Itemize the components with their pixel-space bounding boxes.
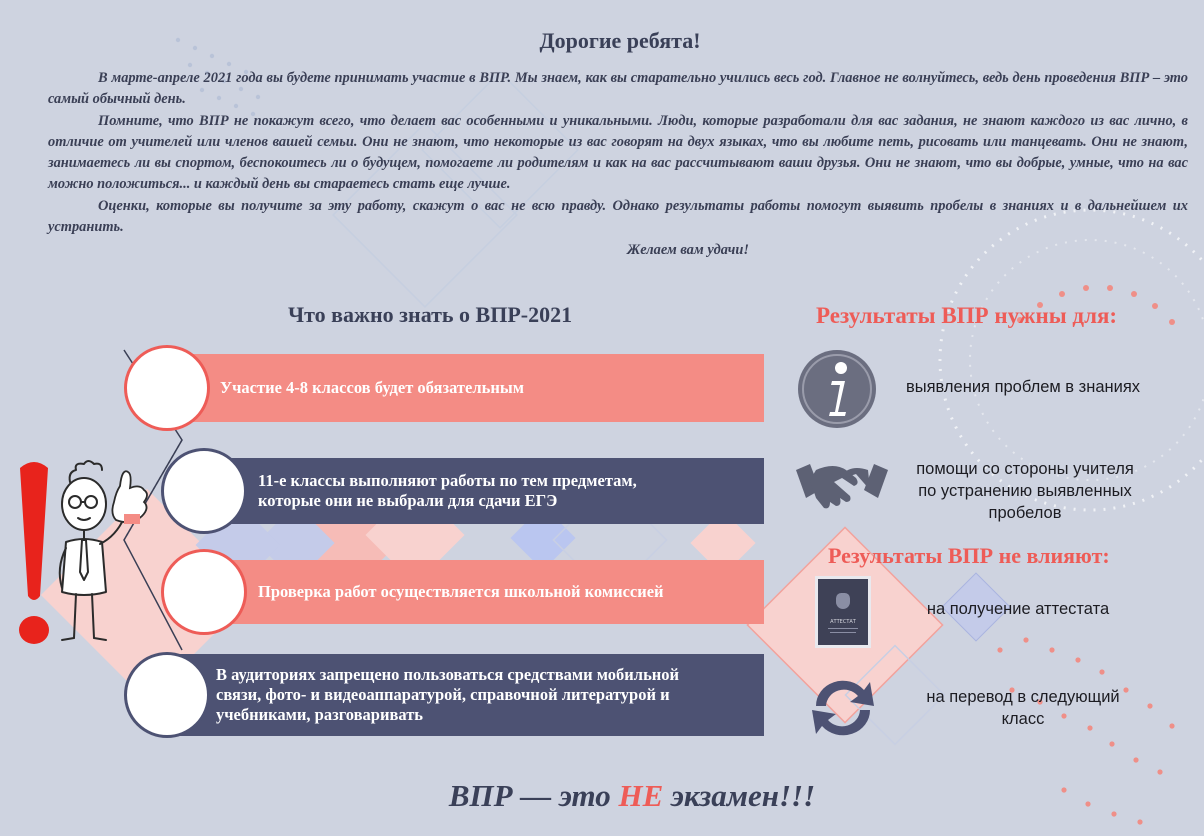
footer-part-1: ВПР — это bbox=[448, 778, 619, 813]
letter-paragraph-3: Оценки, которые вы получите за эту работу, скажут о вас не всю правду. Однако результаты работы помогут выявить пробелы в знаниях и в дальнейшем их устранить. bbox=[48, 197, 1188, 236]
needed-item-1-text: выявления проблем в знаниях bbox=[905, 378, 1141, 396]
certificate-icon bbox=[815, 576, 871, 648]
handshake-icon bbox=[794, 460, 890, 512]
important-item-1-text: Участие 4-8 классов будет обязательным bbox=[220, 378, 524, 397]
info-icon bbox=[796, 348, 878, 430]
exclamation-icon bbox=[14, 458, 54, 648]
no-influence-section-title: Результаты ВПР не влияют: bbox=[828, 543, 1110, 568]
no-influence-item-2-line-2: класс bbox=[1001, 710, 1045, 728]
certificate-emblem bbox=[836, 593, 850, 609]
letter-title: Дорогие ребята! bbox=[539, 28, 701, 53]
important-item-2-line-2: которые они не выбрали для сдачи ЕГЭ bbox=[258, 491, 558, 510]
no-influence-item-1-text: на получение аттестата bbox=[926, 600, 1110, 618]
bullet-circle-3 bbox=[161, 549, 247, 635]
important-item-4-line-3: учебниками, разговаривать bbox=[216, 705, 424, 724]
important-item-2 bbox=[214, 458, 764, 524]
footer-slogan bbox=[0, 778, 1204, 814]
important-item-3-text: Проверка работ осуществляется школьной комиссией bbox=[258, 582, 664, 601]
important-item-3 bbox=[214, 560, 764, 624]
bullet-circle-4 bbox=[124, 652, 210, 738]
important-item-4-line-1: В аудиториях запрещено пользоваться средствами мобильной bbox=[216, 665, 680, 684]
footer-part-2: экзамен!!! bbox=[663, 778, 816, 813]
needed-item-2-line-3: пробелов bbox=[988, 504, 1062, 522]
letter-paragraph-2: Помните, что ВПР не покажут всего, что делает вас особенными и уникальными. Люди, которые разработали для вас задания, не знают каждого из вас лично, в отличие от учителей или членов вашей семьи. Они не знают, что некоторые из вас говорят на двух языках, что вы любите петь, рисовать или танцевать. Они не знают, занимаетесь ли вы спортом, беспокоитесь ли о будущем, помогаете ли родителям и как на вас рассчитывают ваши друзья. Они не знают, что вы добрые, умные, что на вас можно положиться... и каждый день вы стараетесь стать еще лучше. bbox=[48, 112, 1188, 193]
refresh-icon bbox=[806, 676, 880, 740]
letter-paragraph-1: В марте-апреле 2021 года вы будете принимать участие в ВПР. Мы знаем, как вы старательно учились весь год. Главное не волнуйтесь, ведь день проведения ВПР – это самый обычный день. bbox=[48, 70, 1188, 108]
certificate-label: АТТЕСТАТ bbox=[830, 619, 856, 625]
bullet-circle-1 bbox=[124, 345, 210, 431]
letter-wish: Желаем вам удачи! bbox=[627, 242, 749, 259]
needed-item-2-text bbox=[900, 458, 1150, 524]
important-section-title: Что важно знать о ВПР-2021 bbox=[288, 302, 573, 327]
needed-item-2-line-1: помощи со стороны учителя bbox=[916, 460, 1134, 478]
important-item-4-line-2: связи, фото- и видеоаппаратурой, справочной литературой и bbox=[216, 685, 670, 704]
cartoon-character-icon bbox=[50, 452, 162, 650]
important-item-2-line-1: 11-е классы выполняют работы по тем предметам, bbox=[258, 471, 637, 490]
important-item-1 bbox=[178, 354, 764, 422]
no-influence-item-2-line-1: на перевод в следующий bbox=[926, 688, 1120, 706]
footer-accent: НЕ bbox=[618, 778, 664, 813]
letter-body bbox=[48, 68, 1188, 262]
needed-item-2-line-2: по устранению выявленных bbox=[918, 482, 1132, 500]
bullet-circle-2 bbox=[161, 448, 247, 534]
important-item-4 bbox=[178, 654, 764, 736]
no-influence-item-2-text bbox=[900, 686, 1146, 730]
needed-section-title: Результаты ВПР нужны для: bbox=[816, 303, 1118, 328]
